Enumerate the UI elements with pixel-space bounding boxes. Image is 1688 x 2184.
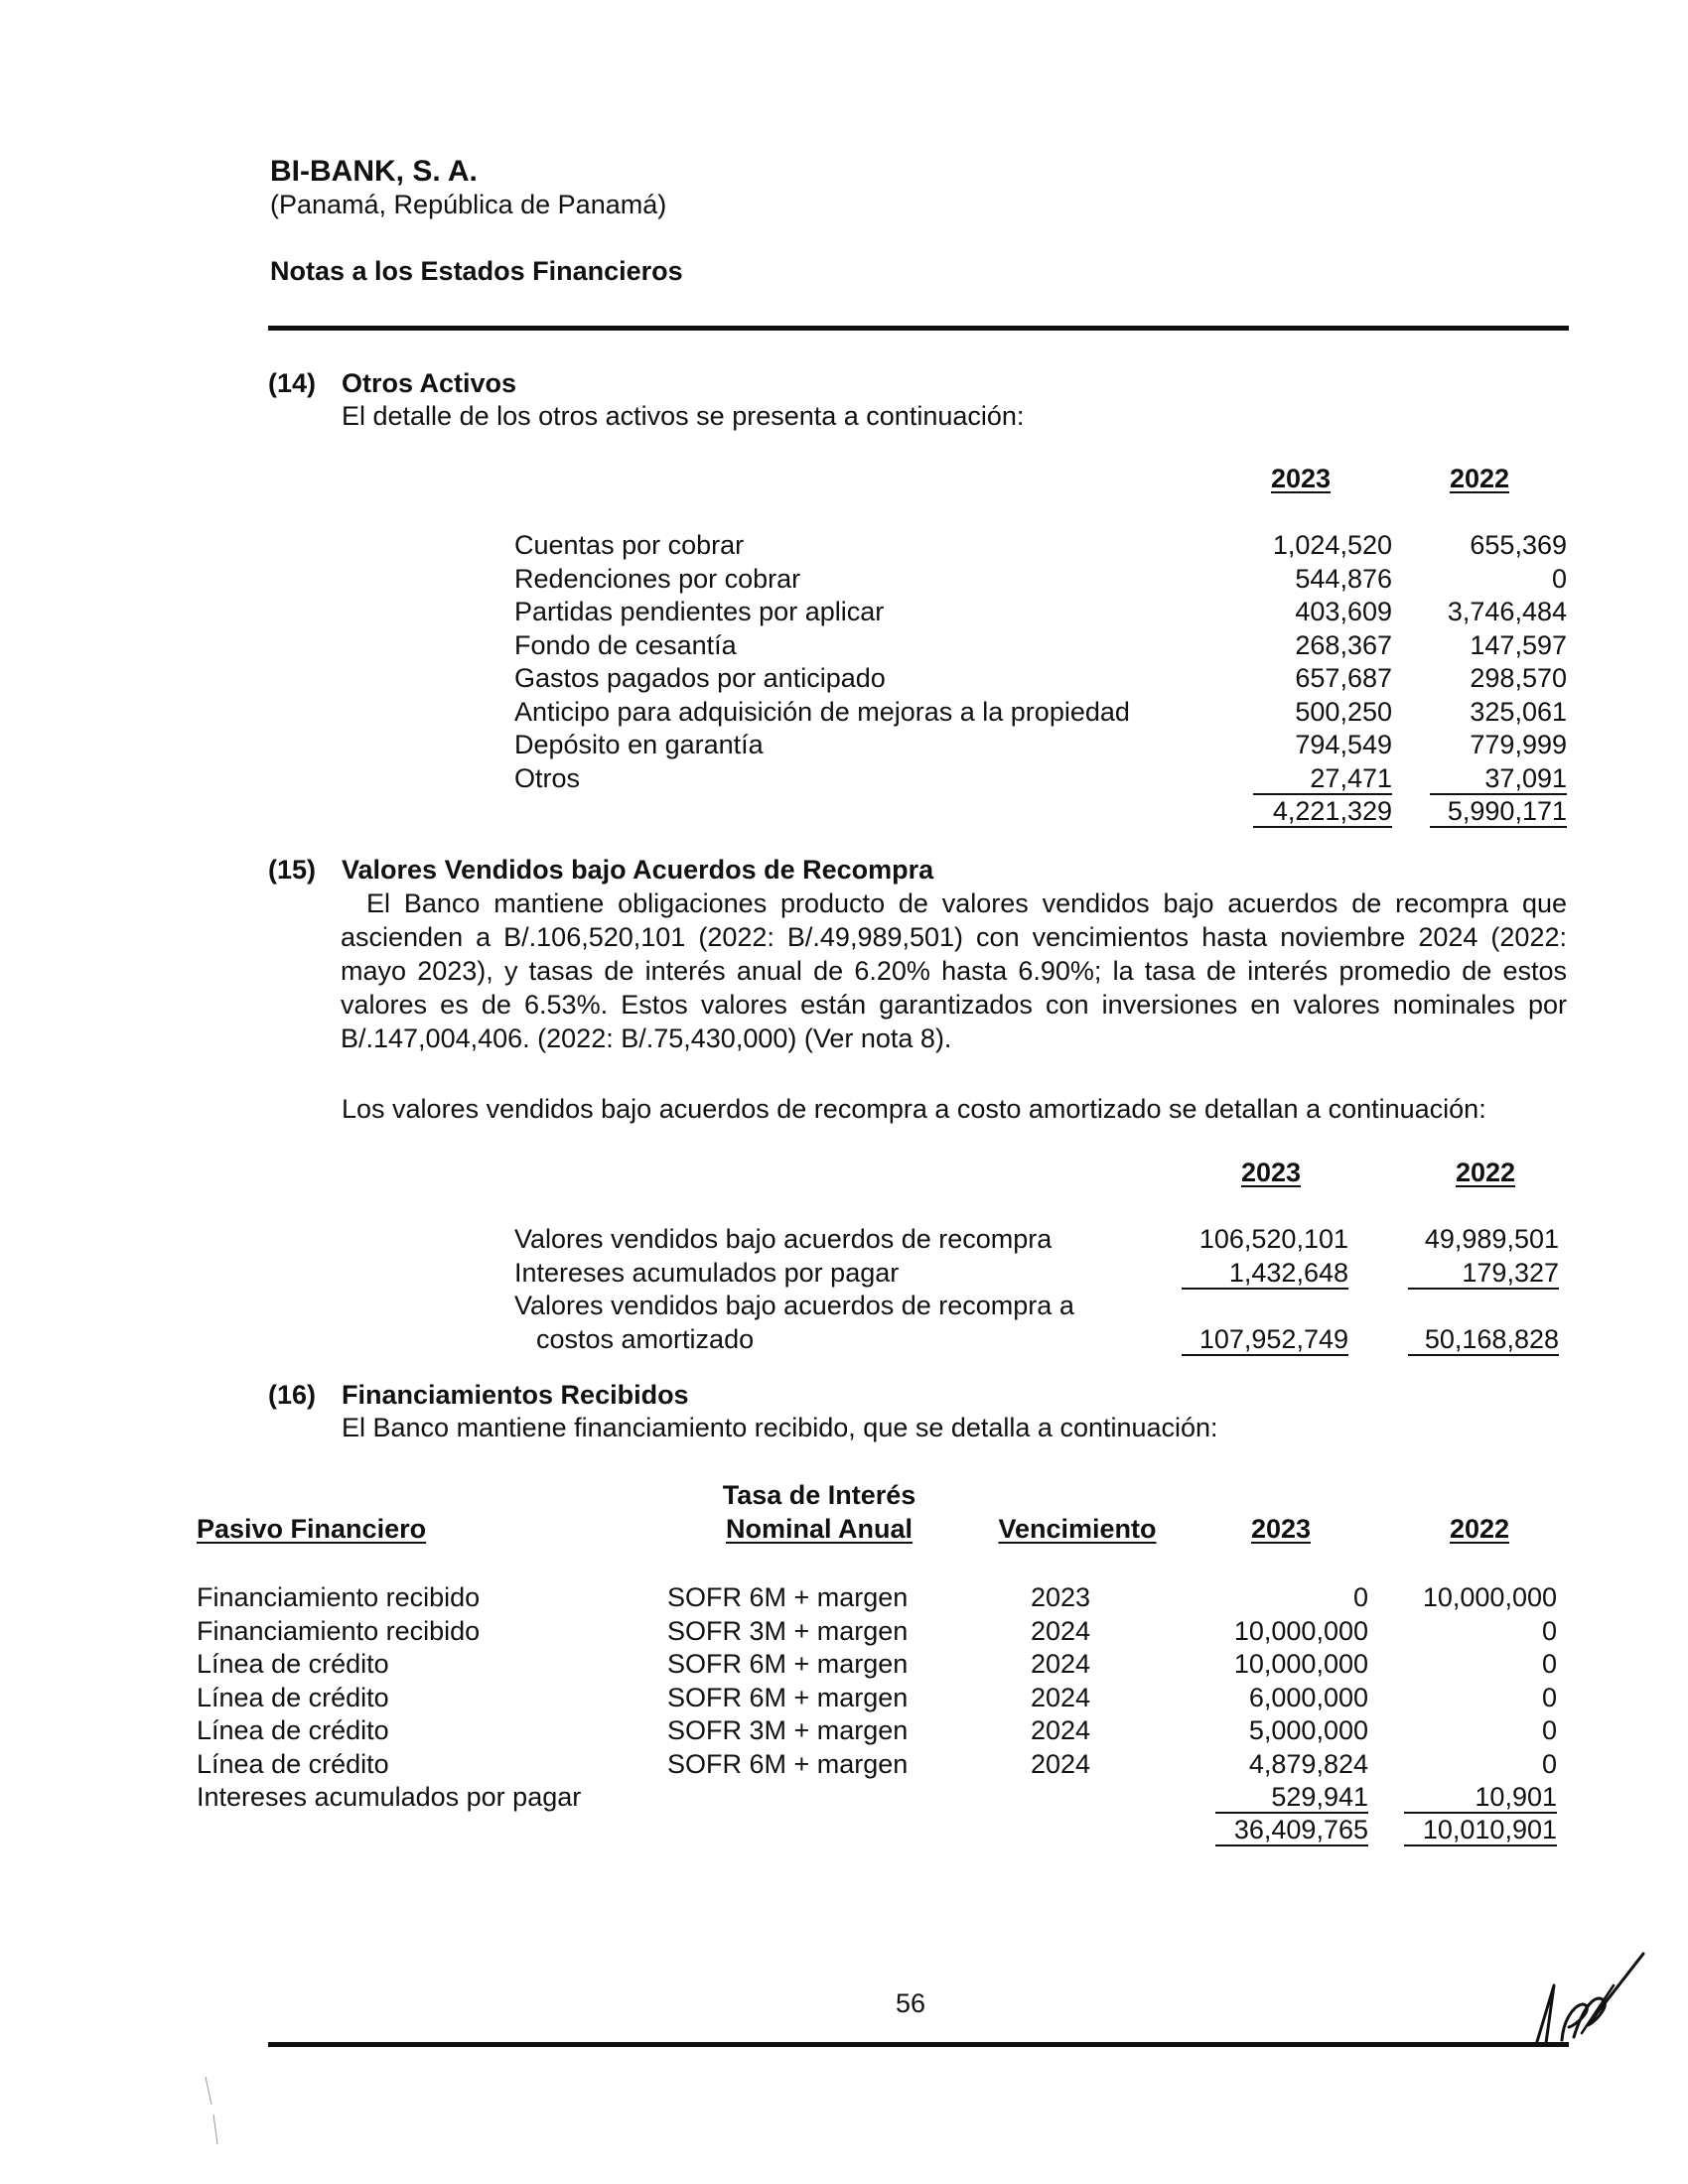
header-tasa-line-2: Nominal Anual — [725, 1514, 913, 1544]
note-15-title: Valores Vendidos bajo Acuerdos de Recompra — [342, 855, 934, 885]
note-16-intro: El Banco mantiene financiamiento recibido, que se detalla a continuación: — [342, 1413, 1218, 1442]
signature-initials — [1524, 1946, 1653, 2055]
row-label: Otros — [514, 763, 581, 793]
value-2022: 325,061 — [1470, 697, 1567, 727]
total-underline-2022 — [1408, 1354, 1559, 1356]
note-14-number: (14) — [268, 368, 317, 398]
scan-mark — [204, 2075, 223, 2154]
row-pasivo: Línea de crédito — [197, 1683, 389, 1712]
note-15-intro: Los valores vendidos bajo acuerdos de recompra a costo amortizado se detallan a continuación: — [342, 1094, 1486, 1124]
row-pasivo: Línea de crédito — [197, 1715, 389, 1745]
value-2022: 0 — [1551, 564, 1567, 594]
total-2023: 107,952,749 — [1198, 1324, 1348, 1354]
value-2022: 0 — [1541, 1616, 1557, 1646]
company-location: (Panamá, República de Panamá) — [270, 190, 667, 219]
company-name: BI-BANK, S. A. — [270, 155, 478, 188]
row-tasa: SOFR 6M + margen — [667, 1649, 909, 1679]
value-2022: 37,091 — [1484, 763, 1567, 793]
value-2022: 0 — [1541, 1649, 1557, 1679]
header-rule — [268, 326, 1569, 331]
row-label: Valores vendidos bajo acuerdos de recompra — [514, 1224, 1053, 1254]
note-16-title: Financiamientos Recibidos — [342, 1380, 689, 1410]
row-label: Partidas pendientes por aplicar — [514, 597, 885, 626]
value-2023: 500,250 — [1295, 697, 1392, 727]
value-2022: 0 — [1541, 1715, 1557, 1745]
value-2023: 6,000,000 — [1248, 1683, 1368, 1712]
total-2022: 5,990,171 — [1447, 796, 1567, 826]
row-label: Anticipo para adquisición de mejoras a la propiedad — [514, 697, 1130, 727]
value-2023: 794,549 — [1295, 730, 1392, 759]
page-number: 56 — [896, 1988, 926, 2018]
total-2022: 10,010,901 — [1422, 1815, 1557, 1844]
value-2023: 4,879,824 — [1248, 1749, 1368, 1779]
value-2023: 10,000,000 — [1233, 1649, 1368, 1679]
row-pasivo: Línea de crédito — [197, 1749, 389, 1779]
row-label: Cuentas por cobrar — [514, 530, 745, 560]
row-label: Depósito en garantía — [514, 730, 764, 759]
value-2022: 779,999 — [1470, 730, 1567, 759]
row-tasa: SOFR 3M + margen — [667, 1616, 909, 1646]
row-tasa: SOFR 6M + margen — [667, 1582, 909, 1612]
value-2022: 655,369 — [1470, 530, 1567, 560]
total-underline-2023 — [1182, 1354, 1348, 1356]
row-tasa: SOFR 6M + margen — [667, 1749, 909, 1779]
row-vencimiento: 2023 — [1031, 1582, 1091, 1612]
row-pasivo: Financiamiento recibido — [197, 1616, 481, 1646]
note-14-intro: El detalle de los otros activos se presenta a continuación: — [342, 401, 1025, 431]
value-2023: 5,000,000 — [1248, 1715, 1368, 1745]
note-14-header-2023: 2023 — [1270, 464, 1332, 493]
note-14-title: Otros Activos — [342, 368, 517, 398]
row-pasivo: Intereses acumulados por pagar — [197, 1782, 582, 1812]
value-2023: 1,024,520 — [1272, 530, 1392, 560]
value-2023: 544,876 — [1295, 564, 1392, 594]
row-label: Gastos pagados por anticipado — [514, 663, 886, 693]
value-2023: 268,367 — [1295, 630, 1392, 660]
total-underline-2023 — [1215, 1844, 1368, 1846]
total-label-line-1: Valores vendidos bajo acuerdos de recompra a — [514, 1291, 1074, 1320]
footer-rule — [268, 2042, 1569, 2047]
row-pasivo: Línea de crédito — [197, 1649, 389, 1679]
value-2023: 0 — [1352, 1582, 1368, 1612]
value-2023: 10,000,000 — [1233, 1616, 1368, 1646]
value-2023: 27,471 — [1310, 763, 1392, 793]
document-subtitle: Notas a los Estados Financieros — [270, 256, 683, 286]
value-2022: 10,901 — [1475, 1782, 1557, 1812]
total-label-line-2: costos amortizado — [536, 1324, 755, 1354]
row-vencimiento: 2024 — [1031, 1649, 1091, 1679]
note-15-header-2022: 2022 — [1455, 1158, 1516, 1187]
total-2023: 4,221,329 — [1272, 796, 1392, 826]
total-2023: 36,409,765 — [1233, 1815, 1368, 1844]
note-14-header-2022: 2022 — [1449, 464, 1510, 493]
total-2022: 50,168,828 — [1424, 1324, 1559, 1354]
total-underline-2022 — [1404, 1844, 1557, 1846]
header-2022: 2022 — [1449, 1514, 1510, 1544]
value-2022: 147,597 — [1470, 630, 1567, 660]
total-underline-2022 — [1430, 826, 1567, 828]
row-label: Intereses acumulados por pagar — [514, 1258, 900, 1288]
note-15-number: (15) — [268, 855, 317, 885]
row-vencimiento: 2024 — [1031, 1715, 1091, 1745]
value-2022: 0 — [1541, 1683, 1557, 1712]
row-vencimiento: 2024 — [1031, 1683, 1091, 1712]
note-15-paragraph: El Banco mantiene obligaciones producto de valores vendidos bajo acuerdos de recompra que ascienden a B/.106,520,101 (2022: B/.49,989,501) con vencimientos hasta noviembre 2024 (2022: mayo 2023), y tasas de interés anual de 6.20% hasta 6.90%; la tasa de interés promedio de estos valores es de 6.53%. Estos valores están garantizados con inversiones en valores nominales por B/.147,004,406. (2022: B/.75,430,000) (Ver nota 8). — [341, 888, 1567, 1053]
value-2022: 0 — [1541, 1749, 1557, 1779]
note-16-number: (16) — [268, 1380, 317, 1410]
total-underline-2023 — [1253, 826, 1392, 828]
row-label: Fondo de cesantía — [514, 630, 737, 660]
value-2022: 298,570 — [1470, 663, 1567, 693]
value-2022: 3,746,484 — [1447, 597, 1567, 626]
header-tasa-line-1: Tasa de Interés — [722, 1480, 916, 1510]
row-vencimiento: 2024 — [1031, 1616, 1091, 1646]
value-2023: 106,520,101 — [1198, 1224, 1348, 1254]
row-tasa: SOFR 3M + margen — [667, 1715, 909, 1745]
note-15-header-2023: 2023 — [1240, 1158, 1302, 1187]
value-2022: 49,989,501 — [1424, 1224, 1559, 1254]
header-2023: 2023 — [1250, 1514, 1312, 1544]
subtotal-underline-2022 — [1408, 1288, 1559, 1290]
header-vencimiento: Vencimiento — [998, 1514, 1157, 1544]
row-vencimiento: 2024 — [1031, 1749, 1091, 1779]
value-2023: 529,941 — [1271, 1782, 1368, 1812]
row-tasa: SOFR 6M + margen — [667, 1683, 909, 1712]
value-2023: 403,609 — [1295, 597, 1392, 626]
row-label: Redenciones por cobrar — [514, 564, 801, 594]
value-2022: 10,000,000 — [1422, 1582, 1557, 1612]
header-pasivo: Pasivo Financiero — [197, 1514, 427, 1544]
value-2022: 179,327 — [1462, 1258, 1559, 1288]
subtotal-underline-2023 — [1182, 1288, 1348, 1290]
value-2023: 657,687 — [1295, 663, 1392, 693]
row-pasivo: Financiamiento recibido — [197, 1582, 481, 1612]
value-2023: 1,432,648 — [1228, 1258, 1348, 1288]
